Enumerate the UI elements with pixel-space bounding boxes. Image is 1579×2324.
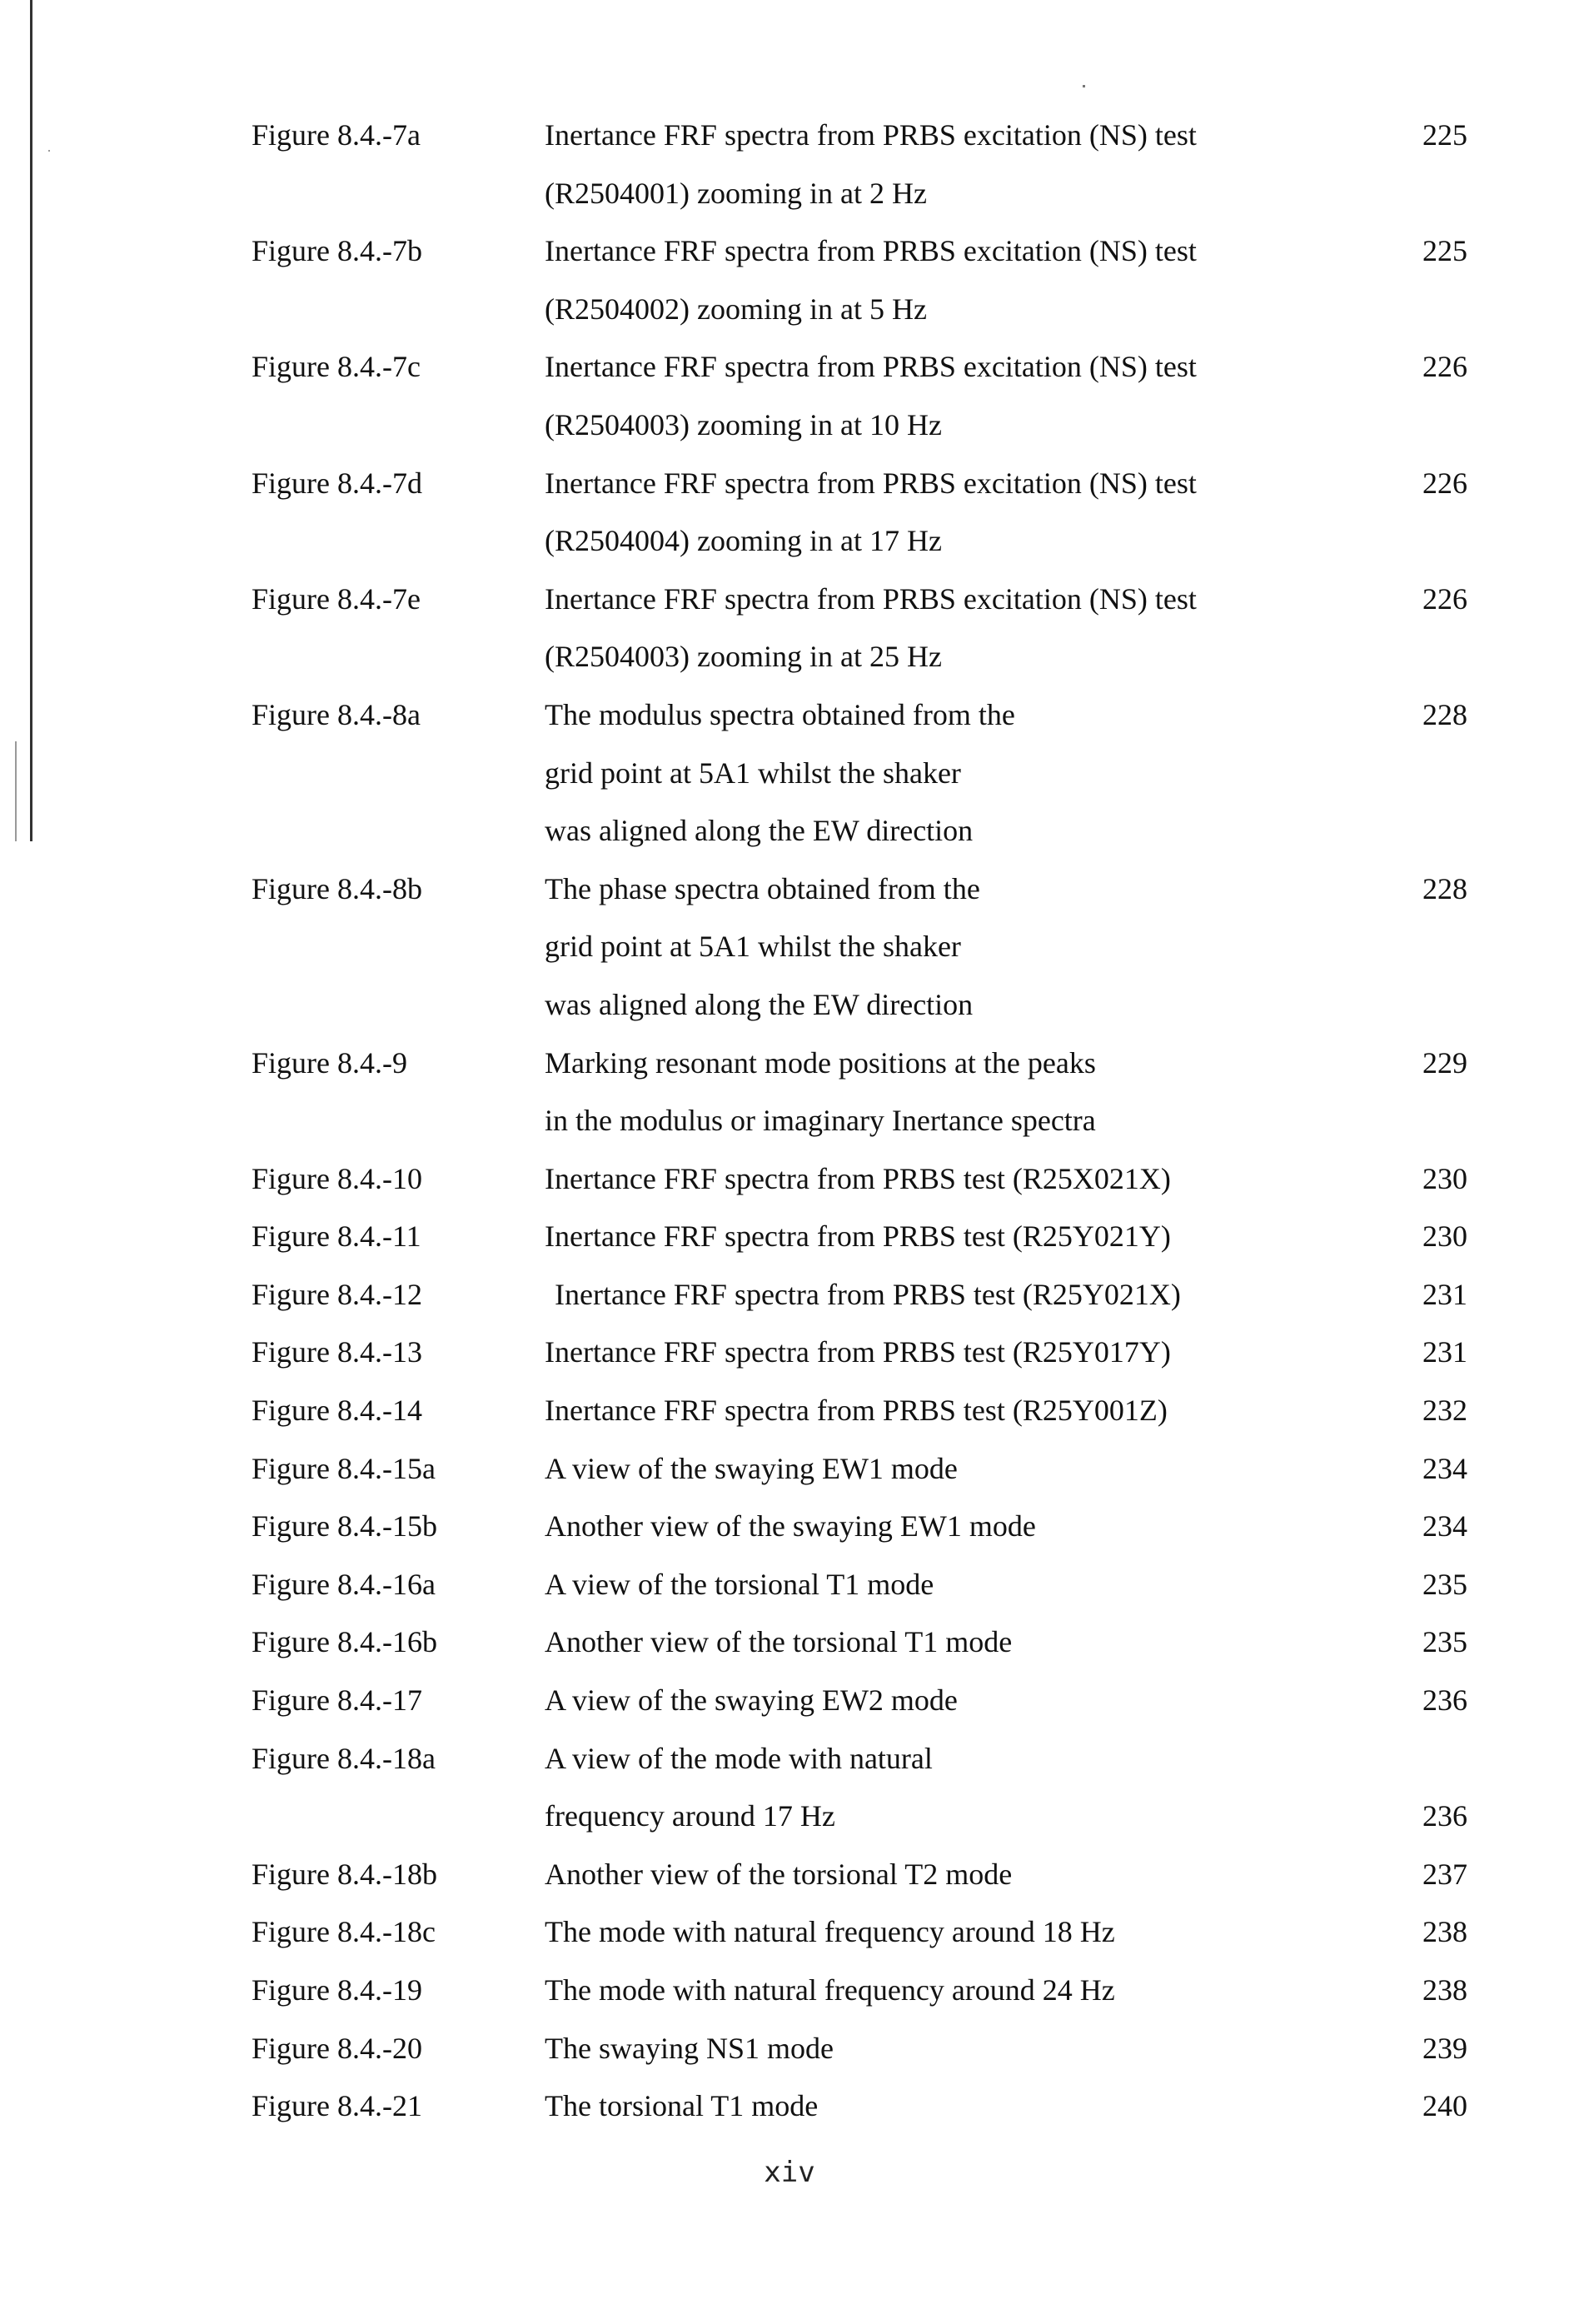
toc-entry-line <box>252 2020 1467 2078</box>
figure-label: Figure 8.4.-8b <box>252 871 422 905</box>
figure-caption: Another view of the swaying EW1 mode <box>545 1509 1036 1544</box>
toc-entry <box>252 1208 1467 1266</box>
toc-entry <box>252 338 1467 454</box>
figure-caption: grid point at 5A1 whilst the shaker <box>545 930 961 964</box>
toc-entry-line <box>252 802 1467 860</box>
toc-entry <box>252 1556 1467 1614</box>
toc-entry-line <box>252 107 1467 165</box>
figure-caption: The modulus spectra obtained from the <box>545 697 1015 731</box>
toc-entry-line <box>252 745 1467 803</box>
figure-label: Figure 8.4.-19 <box>252 1973 422 2007</box>
figure-label: Figure 8.4.-13 <box>252 1335 422 1369</box>
toc-entry <box>252 1150 1467 1209</box>
page-reference: 228 <box>1422 697 1467 731</box>
toc-entry <box>252 2077 1467 2136</box>
toc-entry-line <box>252 1208 1467 1266</box>
figure-label: Figure 8.4.-16b <box>252 1625 437 1659</box>
figure-label: Figure 8.4.-18a <box>252 1741 436 1775</box>
toc-entry <box>252 1035 1467 1150</box>
toc-entry-line <box>252 1962 1467 2020</box>
toc-entry-line <box>252 1846 1467 1904</box>
page-reference: 234 <box>1422 1509 1467 1544</box>
figure-caption: (R2504004) zooming in at 17 Hz <box>545 524 942 558</box>
toc-entry <box>252 1498 1467 1556</box>
figure-label: Figure 8.4.-7e <box>252 581 421 616</box>
figure-label: Figure 8.4.-15b <box>252 1509 437 1544</box>
toc-entry <box>252 1613 1467 1672</box>
page-reference: 225 <box>1422 234 1467 268</box>
toc-entry-line <box>252 1672 1467 1730</box>
page-reference: 235 <box>1422 1625 1467 1659</box>
toc-entry-line <box>252 338 1467 396</box>
toc-entry-line <box>252 1035 1467 1093</box>
figure-label: Figure 8.4.-20 <box>252 2031 422 2065</box>
page-number: xiv <box>764 2156 815 2189</box>
toc-entry-line <box>252 1266 1467 1324</box>
figure-caption: was aligned along the EW direction <box>545 814 974 848</box>
figure-caption: A view of the mode with natural <box>545 1741 933 1775</box>
figure-caption: in the modulus or imaginary Inertance spectra <box>545 1104 1096 1138</box>
figure-caption: Inertance FRF spectra from PRBS test (R25Y017Y) <box>545 1335 1171 1369</box>
toc-entry-line <box>252 512 1467 571</box>
toc-entry-line <box>252 628 1467 686</box>
figure-label: Figure 8.4.-21 <box>252 2089 422 2123</box>
toc-entry <box>252 1324 1467 1382</box>
toc-entry-line <box>252 1382 1467 1440</box>
toc-entry <box>252 107 1467 222</box>
page-reference: 226 <box>1422 466 1467 500</box>
figure-caption: Inertance FRF spectra from PRBS excitation (NS) test <box>545 350 1197 384</box>
figure-caption: Inertance FRF spectra from PRBS test (R25Y021X) <box>555 1277 1181 1311</box>
page-reference: 226 <box>1422 350 1467 384</box>
page-reference: 237 <box>1422 1857 1467 1891</box>
toc-entry-line <box>252 396 1467 455</box>
figure-label: Figure 8.4.-17 <box>252 1683 422 1718</box>
figure-label: Figure 8.4.-18c <box>252 1915 436 1949</box>
figure-label: Figure 8.4.-18b <box>252 1857 437 1891</box>
toc-entry <box>252 1440 1467 1499</box>
toc-entry-line <box>252 1092 1467 1150</box>
scan-margin-line <box>30 0 32 841</box>
scan-speck <box>1083 85 1085 87</box>
figure-caption: Inertance FRF spectra from PRBS excitation (NS) test <box>545 581 1197 616</box>
figure-label: Figure 8.4.-7c <box>252 350 421 384</box>
toc-entry-line <box>252 2077 1467 2136</box>
figure-label: Figure 8.4.-10 <box>252 1161 422 1195</box>
page-reference: 229 <box>1422 1045 1467 1080</box>
figure-caption: The mode with natural frequency around 18 Hz <box>545 1915 1115 1949</box>
page-reference: 236 <box>1422 1683 1467 1718</box>
toc-entry <box>252 455 1467 571</box>
figure-label: Figure 8.4.-8a <box>252 697 421 731</box>
page-reference: 239 <box>1422 2031 1467 2065</box>
page-reference: 226 <box>1422 581 1467 616</box>
figure-caption: Inertance FRF spectra from PRBS excitation (NS) test <box>545 466 1197 500</box>
figure-caption: Another view of the torsional T1 mode <box>545 1625 1013 1659</box>
figure-caption: A view of the swaying EW1 mode <box>545 1451 958 1485</box>
toc-entry <box>252 1382 1467 1440</box>
page-reference: 225 <box>1422 118 1467 152</box>
figure-caption: The phase spectra obtained from the <box>545 871 980 905</box>
figure-label: Figure 8.4.-7a <box>252 118 421 152</box>
figure-caption: frequency around 17 Hz <box>545 1799 835 1833</box>
figure-caption: The mode with natural frequency around 24 Hz <box>545 1973 1115 2007</box>
page-reference: 232 <box>1422 1394 1467 1428</box>
figure-caption: A view of the swaying EW2 mode <box>545 1683 958 1718</box>
figure-caption: Marking resonant mode positions at the peaks <box>545 1045 1096 1080</box>
toc-entry-line <box>252 686 1467 745</box>
page-reference: 240 <box>1422 2089 1467 2123</box>
figure-caption: Inertance FRF spectra from PRBS test (R25Y021Y) <box>545 1219 1171 1254</box>
toc-entry <box>252 1962 1467 2020</box>
toc-entry-line <box>252 918 1467 976</box>
figure-label: Figure 8.4.-7d <box>252 466 422 500</box>
figure-caption: grid point at 5A1 whilst the shaker <box>545 756 961 790</box>
toc-entry-line <box>252 1324 1467 1382</box>
toc-entry-line <box>252 1556 1467 1614</box>
figure-caption: Another view of the torsional T2 mode <box>545 1857 1013 1891</box>
scan-speck <box>48 150 50 152</box>
toc-entry <box>252 1846 1467 1904</box>
figure-caption: (R2504002) zooming in at 5 Hz <box>545 292 927 326</box>
figure-caption: The swaying NS1 mode <box>545 2031 834 2065</box>
toc-entry <box>252 1672 1467 1730</box>
toc-entry-line <box>252 222 1467 281</box>
page-reference: 238 <box>1422 1973 1467 2007</box>
list-of-figures <box>252 107 1467 2136</box>
toc-entry-line <box>252 976 1467 1035</box>
page-reference: 231 <box>1422 1335 1467 1369</box>
page-reference: 236 <box>1422 1799 1467 1833</box>
toc-entry <box>252 2020 1467 2078</box>
page-reference: 238 <box>1422 1915 1467 1949</box>
figure-caption: (R2504003) zooming in at 25 Hz <box>545 640 942 674</box>
figure-caption: was aligned along the EW direction <box>545 987 974 1021</box>
figure-label: Figure 8.4.-11 <box>252 1219 421 1254</box>
toc-entry <box>252 1266 1467 1324</box>
figure-caption: A view of the torsional T1 mode <box>545 1567 934 1601</box>
toc-entry-line <box>252 1498 1467 1556</box>
figure-caption: The torsional T1 mode <box>545 2089 819 2123</box>
page-reference: 230 <box>1422 1161 1467 1195</box>
page-reference: 235 <box>1422 1567 1467 1601</box>
figure-label: Figure 8.4.-16a <box>252 1567 436 1601</box>
toc-entry-line <box>252 1730 1467 1788</box>
toc-entry <box>252 686 1467 860</box>
toc-entry-line <box>252 571 1467 629</box>
page-reference: 230 <box>1422 1219 1467 1254</box>
toc-entry-line <box>252 281 1467 339</box>
toc-entry-line <box>252 860 1467 919</box>
toc-entry-line <box>252 1903 1467 1962</box>
toc-entry-line <box>252 1150 1467 1209</box>
toc-entry <box>252 860 1467 1035</box>
toc-entry <box>252 1730 1467 1846</box>
page-reference: 231 <box>1422 1277 1467 1311</box>
figure-label: Figure 8.4.-15a <box>252 1451 436 1485</box>
figure-caption: Inertance FRF spectra from PRBS excitation (NS) test <box>545 118 1197 152</box>
figure-label: Figure 8.4.-7b <box>252 234 422 268</box>
figure-caption: Inertance FRF spectra from PRBS excitation (NS) test <box>545 234 1197 268</box>
figure-caption: (R2504003) zooming in at 10 Hz <box>545 407 942 441</box>
figure-label: Figure 8.4.-12 <box>252 1277 422 1311</box>
figure-caption: Inertance FRF spectra from PRBS test (R25Y001Z) <box>545 1394 1168 1428</box>
scan-margin-line-faint <box>15 741 17 841</box>
toc-entry <box>252 571 1467 686</box>
toc-entry-line <box>252 1440 1467 1499</box>
toc-entry-line <box>252 1613 1467 1672</box>
figure-label: Figure 8.4.-9 <box>252 1045 407 1080</box>
page-reference: 228 <box>1422 871 1467 905</box>
toc-entry-line <box>252 1788 1467 1846</box>
toc-entry-line <box>252 165 1467 223</box>
toc-entry <box>252 1903 1467 1962</box>
figure-caption: Inertance FRF spectra from PRBS test (R25X021X) <box>545 1161 1171 1195</box>
figure-caption: (R2504001) zooming in at 2 Hz <box>545 176 927 210</box>
figure-label: Figure 8.4.-14 <box>252 1394 422 1428</box>
toc-entry-line <box>252 455 1467 513</box>
toc-entry <box>252 222 1467 338</box>
page-reference: 234 <box>1422 1451 1467 1485</box>
